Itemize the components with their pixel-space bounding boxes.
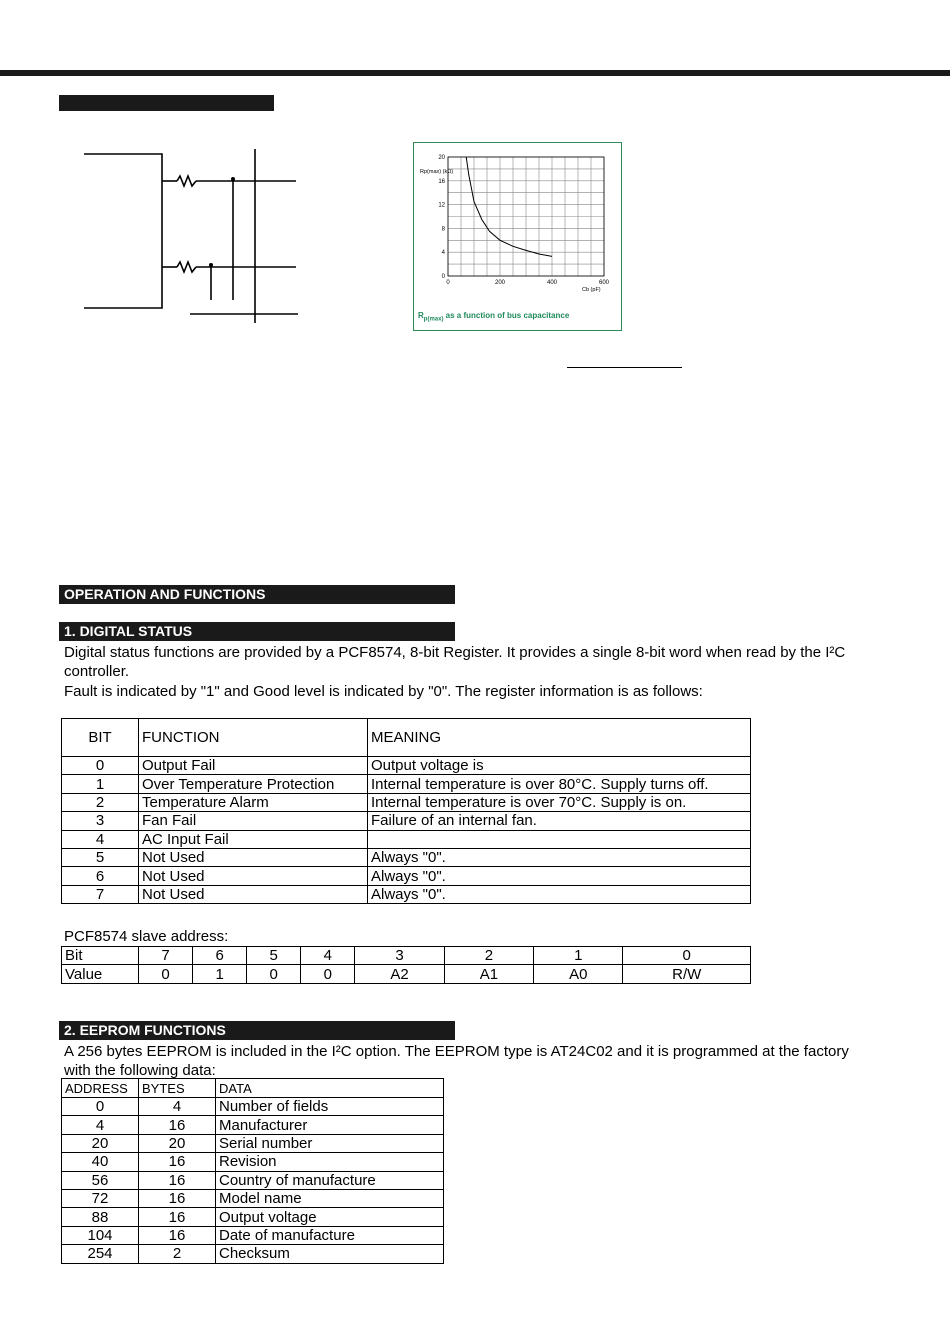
table-row <box>62 1153 444 1171</box>
column-header: ADDRESS <box>62 1079 139 1098</box>
column-header: BIT <box>62 719 139 757</box>
table-cell: 0 <box>139 965 193 983</box>
table-row <box>62 1208 444 1226</box>
table-row <box>62 1134 444 1152</box>
table-cell: 0 <box>62 1098 139 1116</box>
table-cell: 254 <box>62 1245 139 1263</box>
operation-header: OPERATION AND FUNCTIONS <box>59 585 455 604</box>
table-cell: 2 <box>444 947 533 965</box>
table-cell: 1 <box>62 775 139 793</box>
table-cell: Internal temperature is over 70°C. Supply is on. <box>368 793 751 811</box>
y-tick-label: 20 <box>438 155 445 161</box>
rp-max-chart <box>413 142 622 331</box>
table-row <box>62 885 751 903</box>
x-tick-label: 400 <box>546 280 558 286</box>
table-row <box>62 1116 444 1134</box>
table-cell: 0 <box>62 757 139 775</box>
table-cell: 2 <box>62 793 139 811</box>
table-row <box>62 867 751 885</box>
column-header: MEANING <box>368 719 751 757</box>
table-row <box>62 848 751 866</box>
table-cell: 16 <box>139 1171 216 1189</box>
table-cell: AC Input Fail <box>139 830 368 848</box>
table-cell: Manufacturer <box>216 1116 444 1134</box>
table-cell: Failure of an internal fan. <box>368 812 751 830</box>
table-cell: Revision <box>216 1153 444 1171</box>
table-cell: 0 <box>623 947 751 965</box>
y-tick-label: 0 <box>441 274 445 280</box>
table-row <box>62 1171 444 1189</box>
table-cell: Temperature Alarm <box>139 793 368 811</box>
table-cell: Country of manufacture <box>216 1171 444 1189</box>
table-cell: Date of manufacture <box>216 1226 444 1244</box>
table-cell: Always "0". <box>368 885 751 903</box>
table-cell: R/W <box>623 965 751 983</box>
table-header-row <box>62 719 751 757</box>
table-cell: Value <box>62 965 139 983</box>
table-cell: Model name <box>216 1189 444 1207</box>
digital-status-header: 1. DIGITAL STATUS <box>59 622 455 641</box>
table-cell: 56 <box>62 1171 139 1189</box>
x-tick-label: 600 <box>598 280 610 286</box>
table-cell: Not Used <box>139 867 368 885</box>
table-cell: 1 <box>193 965 247 983</box>
table-cell: A1 <box>444 965 533 983</box>
table-cell: Output voltage is <box>368 757 751 775</box>
table-cell: A2 <box>355 965 444 983</box>
table-cell: 16 <box>139 1189 216 1207</box>
table-cell: 16 <box>139 1153 216 1171</box>
chart-caption: $R_{p(max)}$ as a function of bus capacitance <box>418 311 570 323</box>
table-cell: 20 <box>62 1134 139 1152</box>
table-row <box>62 812 751 830</box>
table-cell: 6 <box>62 867 139 885</box>
table-cell: 16 <box>139 1208 216 1226</box>
table-cell: 7 <box>62 885 139 903</box>
table-cell: Not Used <box>139 885 368 903</box>
table-cell: 0 <box>301 965 355 983</box>
eeprom-data-table <box>61 1078 444 1264</box>
digital-status-line3: Fault is indicated by "1" and Good level is indicated by "0". The register information is as follows: <box>64 683 703 700</box>
table-cell: 4 <box>62 1116 139 1134</box>
table-cell: Output Fail <box>139 757 368 775</box>
x-tick-label: 0 <box>446 280 450 286</box>
table-header-row <box>62 1079 444 1098</box>
table-row <box>62 1098 444 1116</box>
y-tick-label: 4 <box>441 250 445 257</box>
digital-status-line1: Digital status functions are provided by a PCF8574, 8-bit Register. It provides a single 8-bit word when read by the I²C <box>64 644 846 661</box>
table-cell: Number of fields <box>216 1098 444 1116</box>
table-row <box>62 1245 444 1263</box>
table-cell: 4 <box>139 1098 216 1116</box>
table-cell: 1 <box>534 947 623 965</box>
table-cell: A0 <box>534 965 623 983</box>
y-tick-label: 12 <box>438 202 445 209</box>
table-cell: 88 <box>62 1208 139 1226</box>
table-row <box>62 1226 444 1244</box>
y-tick-label: 16 <box>438 178 445 185</box>
table-cell <box>368 830 751 848</box>
table-cell: Always "0". <box>368 848 751 866</box>
table-cell: 0 <box>247 965 301 983</box>
table-cell: Bit <box>62 947 139 965</box>
table-cell: 4 <box>301 947 355 965</box>
top-rule <box>0 70 950 76</box>
table-row <box>62 947 751 965</box>
pull-up-circuit-diagram <box>80 145 305 325</box>
table-cell: 6 <box>193 947 247 965</box>
x-tick-label: 200 <box>494 280 506 286</box>
y-tick-label: 8 <box>441 226 445 233</box>
table-cell: 20 <box>139 1134 216 1152</box>
slave-address-label: PCF8574 slave address: <box>64 928 229 945</box>
table-cell: Serial number <box>216 1134 444 1152</box>
digital-status-table <box>61 718 751 904</box>
table-cell: 72 <box>62 1189 139 1207</box>
table-cell: Not Used <box>139 848 368 866</box>
table-cell: Checksum <box>216 1245 444 1263</box>
table-cell: Output voltage <box>216 1208 444 1226</box>
table-row <box>62 757 751 775</box>
column-header: BYTES <box>139 1079 216 1098</box>
table-cell: 16 <box>139 1226 216 1244</box>
table-row <box>62 793 751 811</box>
column-header: DATA <box>216 1079 444 1098</box>
chart-plot <box>414 143 620 303</box>
table-row <box>62 965 751 983</box>
y-axis-label: Rp(max) (kΩ) <box>420 169 454 175</box>
digital-status-line2: controller. <box>64 663 130 680</box>
table-cell: 16 <box>139 1116 216 1134</box>
table-cell: 40 <box>62 1153 139 1171</box>
table-cell: 5 <box>247 947 301 965</box>
table-row <box>62 1189 444 1207</box>
table-cell: 4 <box>62 830 139 848</box>
table-row <box>62 775 751 793</box>
table-cell: 3 <box>62 812 139 830</box>
blank-underline <box>567 367 682 368</box>
eeprom-header: 2. EEPROM FUNCTIONS <box>59 1021 455 1040</box>
eeprom-line1: A 256 bytes EEPROM is included in the I²C option. The EEPROM type is AT24C02 and it is programmed at the factory <box>64 1043 849 1060</box>
table-cell: Fan Fail <box>139 812 368 830</box>
x-axis-label: Cb (pF) <box>582 287 601 293</box>
column-header: FUNCTION <box>139 719 368 757</box>
table-cell: Always "0". <box>368 867 751 885</box>
table-cell: Over Temperature Protection <box>139 775 368 793</box>
slave-address-table <box>61 946 751 984</box>
eeprom-line2: with the following data: <box>64 1062 216 1079</box>
table-cell: 5 <box>62 848 139 866</box>
table-cell: 7 <box>139 947 193 965</box>
table-cell: 2 <box>139 1245 216 1263</box>
table-row <box>62 830 751 848</box>
redacted-heading-bar <box>59 95 274 111</box>
table-cell: Internal temperature is over 80°C. Supply turns off. <box>368 775 751 793</box>
table-cell: 3 <box>355 947 444 965</box>
table-cell: 104 <box>62 1226 139 1244</box>
